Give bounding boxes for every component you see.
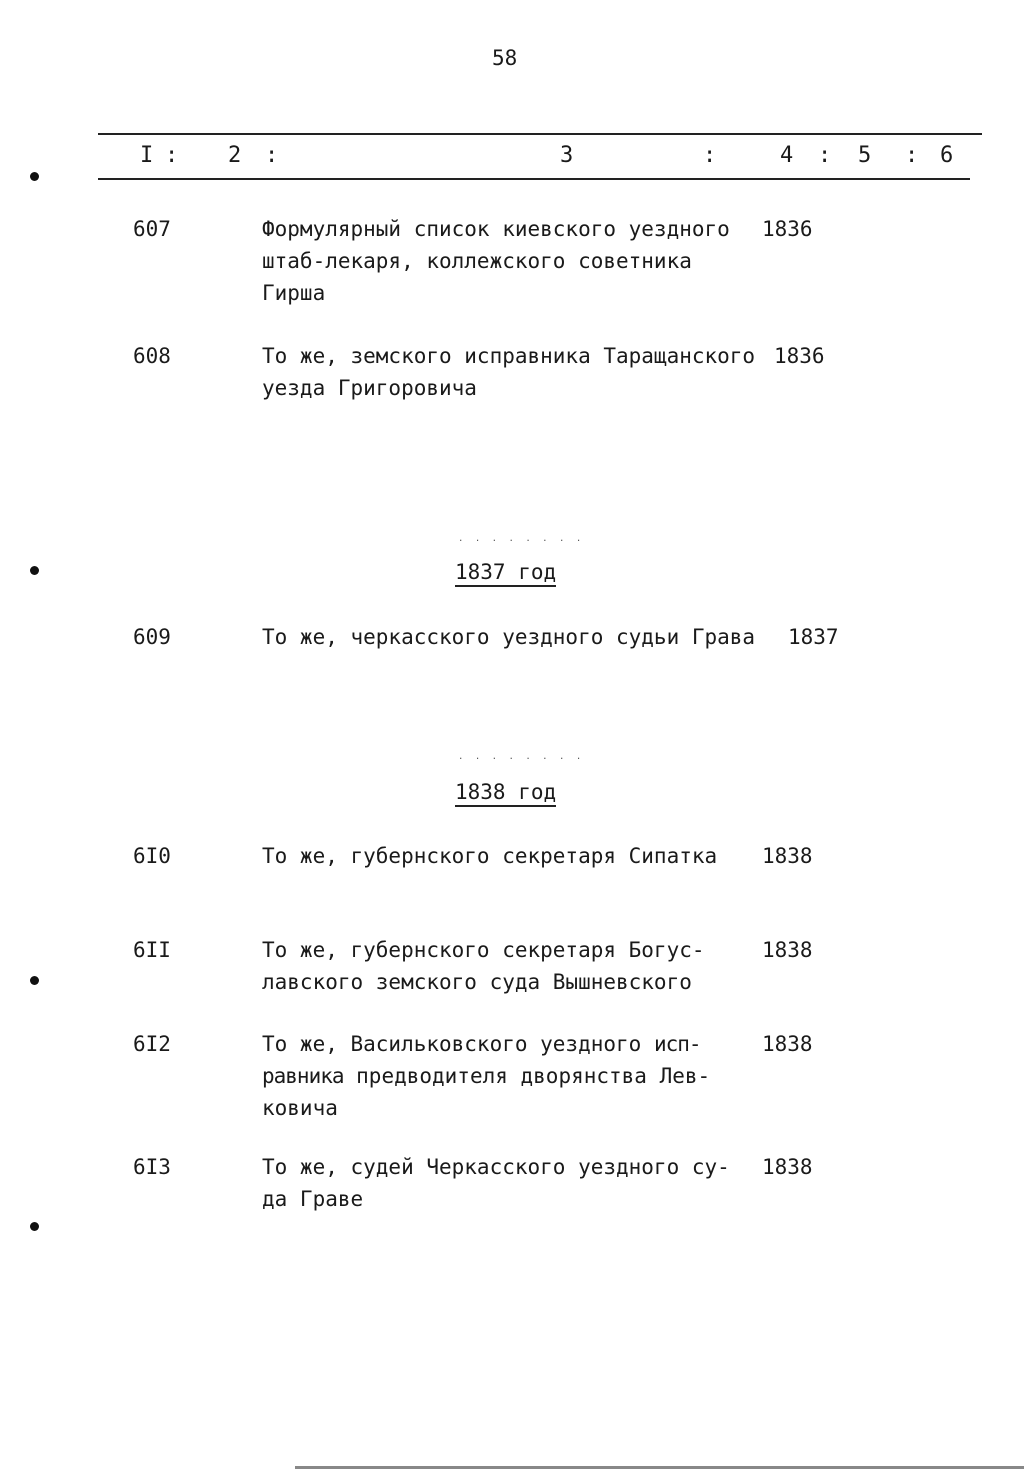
- entry-year: 1838: [762, 1032, 813, 1056]
- col-sep: :: [165, 143, 179, 168]
- entry-text: предводителя дворянства Лев- ковича: [262, 1064, 711, 1120]
- entry-year: 1836: [762, 217, 813, 241]
- col-sep: :: [818, 143, 832, 168]
- entry-number: 609: [133, 625, 171, 649]
- page-number: 58: [492, 46, 518, 70]
- entry-description: То же, черкасского уездного судьи Грава: [262, 625, 756, 649]
- entry-year: 1837: [788, 625, 839, 649]
- header-rule-top: [98, 133, 982, 135]
- bottom-scan-edge: [295, 1466, 1024, 1469]
- entry-description: Формулярный список киевского уездного штаб-лекаря, коллежского советника Гирша: [262, 217, 730, 305]
- entry-description: [262, 1028, 752, 1124]
- entry-description: То же, земского исправника Таращанского уезда Григоровича: [262, 344, 756, 400]
- struck-text: исп-: [653, 1032, 701, 1056]
- entry-description: То же, судей Черкасского уездного су- да Граве: [262, 1155, 730, 1211]
- entry-year: 1836: [774, 344, 825, 368]
- entry-number: 6I3: [133, 1155, 171, 1179]
- col-4-header: 4: [780, 143, 794, 168]
- entry-year: 1838: [762, 1155, 813, 1179]
- margin-mark: [30, 172, 39, 181]
- col-1-header: I: [140, 143, 154, 168]
- entry-number: 607: [133, 217, 171, 241]
- struck-text: равника: [262, 1064, 344, 1088]
- margin-mark: [30, 566, 39, 575]
- section-divider-dots: . . . . . . . .: [458, 534, 585, 544]
- header-rule-bottom: [98, 178, 970, 180]
- col-sep: :: [905, 143, 919, 168]
- entry-number: 6I0: [133, 844, 171, 868]
- col-5-header: 5: [858, 143, 872, 168]
- entry-year: 1838: [762, 844, 813, 868]
- section-heading-1838: 1838 год: [455, 780, 556, 807]
- entry-number: 608: [133, 344, 171, 368]
- entry-description: То же, губернского секретаря Богус- лавского земского суда Вышневского: [262, 938, 705, 994]
- entry-number: 6I2: [133, 1032, 171, 1056]
- col-sep: :: [703, 143, 717, 168]
- col-sep: :: [265, 143, 279, 168]
- entry-year: 1838: [762, 938, 813, 962]
- margin-mark: [30, 1222, 39, 1231]
- col-2-header: 2: [228, 143, 242, 168]
- entry-description: То же, губернского секретаря Сипатка: [262, 844, 718, 868]
- section-divider-dots: . . . . . . . .: [458, 752, 585, 762]
- entry-text: То же, Васильковского уездного: [262, 1032, 642, 1056]
- col-3-header: 3: [560, 143, 574, 168]
- entry-number: 6II: [133, 938, 171, 962]
- section-heading-1837: 1837 год: [455, 560, 556, 587]
- margin-mark: [30, 976, 39, 985]
- col-6-header: 6: [940, 143, 954, 168]
